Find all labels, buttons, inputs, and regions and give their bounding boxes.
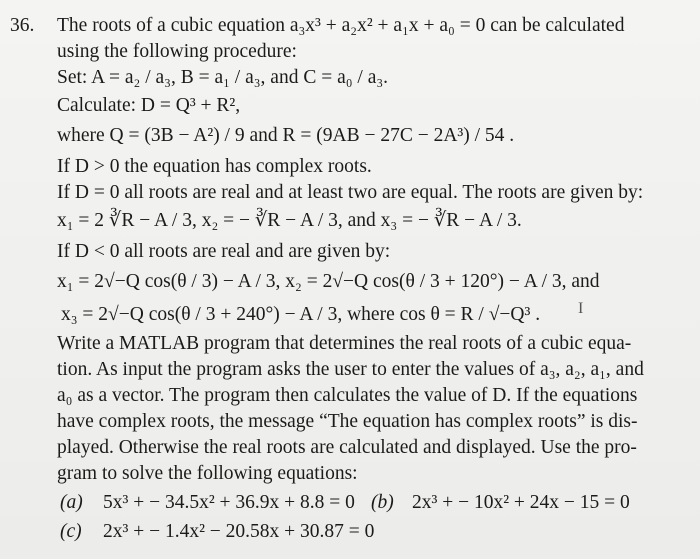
text-cursor-icon: I [578, 300, 584, 317]
problem-line-9: If D < 0 all roots are real and are given by: [57, 241, 391, 262]
problem-line-2: using the following procedure: [57, 41, 297, 62]
equation-a: 5x³ + − 34.5x² + 36.9x + 8.8 = 0 [103, 492, 355, 513]
problem-line-15: have complex roots, the message “The equation has complex roots” is dis- [57, 411, 638, 432]
problem-line-10: x₁ = 2√−Q cos(θ / 3) − A / 3, x₂ = 2√−Q cos(θ / 3 + 120°) − A / 3, and [57, 271, 600, 292]
equation-a-label: (a) [60, 492, 83, 513]
problem-line-3: Set: A = a₂ / a₃, B = a₁ / a₃, and C = a₀ / a₃. [57, 67, 389, 88]
problem-line-17: gram to solve the following equations: [57, 463, 358, 484]
equation-c: 2x³ + − 1.4x² − 20.58x + 30.87 = 0 [103, 521, 375, 542]
problem-line-16: played. Otherwise the real roots are calculated and displayed. Use the pro- [57, 437, 637, 458]
problem-line-13: tion. As input the program asks the user to enter the values of a₃, a₂, a₁, and [57, 359, 644, 380]
problem-number: 36. [10, 15, 35, 36]
problem-line-11: x₃ = 2√−Q cos(θ / 3 + 240°) − A / 3, where cos θ = R / √−Q³ . [61, 304, 541, 325]
equation-b-label: (b) [371, 492, 394, 513]
problem-line-7: If D = 0 all roots are real and at least two are equal. The roots are given by: [57, 182, 644, 203]
equation-b: 2x³ + − 10x² + 24x − 15 = 0 [412, 492, 630, 513]
equation-c-label: (c) [60, 521, 82, 542]
problem-line-4: Calculate: D = Q³ + R², [57, 95, 241, 116]
problem-line-8: x₁ = 2 ∛R − A / 3, x₂ = − ∛R − A / 3, and x₃ = − ∛R − A / 3. [57, 210, 522, 231]
problem-line-5: where Q = (3B − A²) / 9 and R = (9AB − 27C − 2A³) / 54 . [57, 125, 515, 146]
problem-line-6: If D > 0 the equation has complex roots. [57, 156, 372, 177]
problem-line-12: Write a MATLAB program that determines the real roots of a cubic equa- [57, 333, 632, 354]
problem-line-1: The roots of a cubic equation a₃x³ + a₂x² + a₁x + a₀ = 0 can be calculated [57, 15, 625, 36]
problem-line-14: a₀ as a vector. The program then calculates the value of D. If the equations [57, 385, 638, 406]
